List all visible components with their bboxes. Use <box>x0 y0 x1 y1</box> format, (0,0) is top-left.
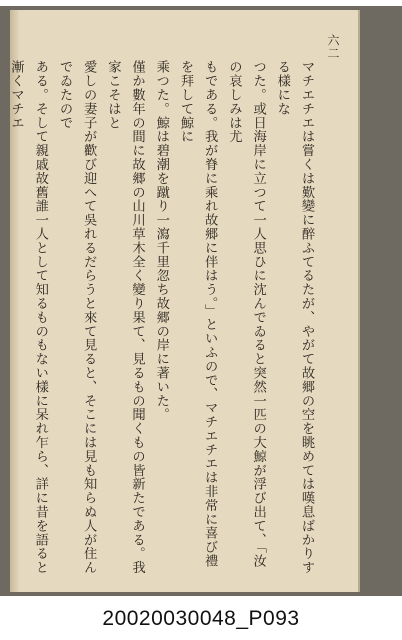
page-number: 六二 <box>326 34 340 60</box>
text-line: ある。そして親戚故舊誰一人として知るものもない樣に呆れ乍ら、詳に昔を語ると漸くマチエ <box>8 60 48 575</box>
text-line: マチエチエは嘗くは歎變に醉ふてるたが、やがて故郷の空を眺めては嘆息ばかりする樣にな <box>274 60 314 575</box>
text-line: つた。或日海岸に立つて一人思ひに沈んでゐると突然一匹の大鯨が浮び出て、「汝の哀しみは尤 <box>226 60 266 568</box>
image-caption: 20020030048_P093 <box>102 607 300 630</box>
text-line: 僅か數年の間に故郷の山川草木全く變り果て、見るもの聞くもの皆新たである。我家こそはと <box>105 60 145 575</box>
vertical-text-block <box>8 60 318 580</box>
text-line: もである。我が脊に乘れ故郷に伴はう。」といふので、マチエチエは非常に喜び禮を拜して鯨に <box>177 60 218 568</box>
text-line <box>0 60 3 580</box>
text-line: 乘つた。鯨は碧潮を蹴り一瀉千里忽ち故郷の岸に著いた。 <box>153 60 169 422</box>
text-line: 愛しの妻子が歡び迎へて吳れるだらうと來て見ると、そこには見も知らぬ人が住んでゐたので <box>56 60 97 575</box>
